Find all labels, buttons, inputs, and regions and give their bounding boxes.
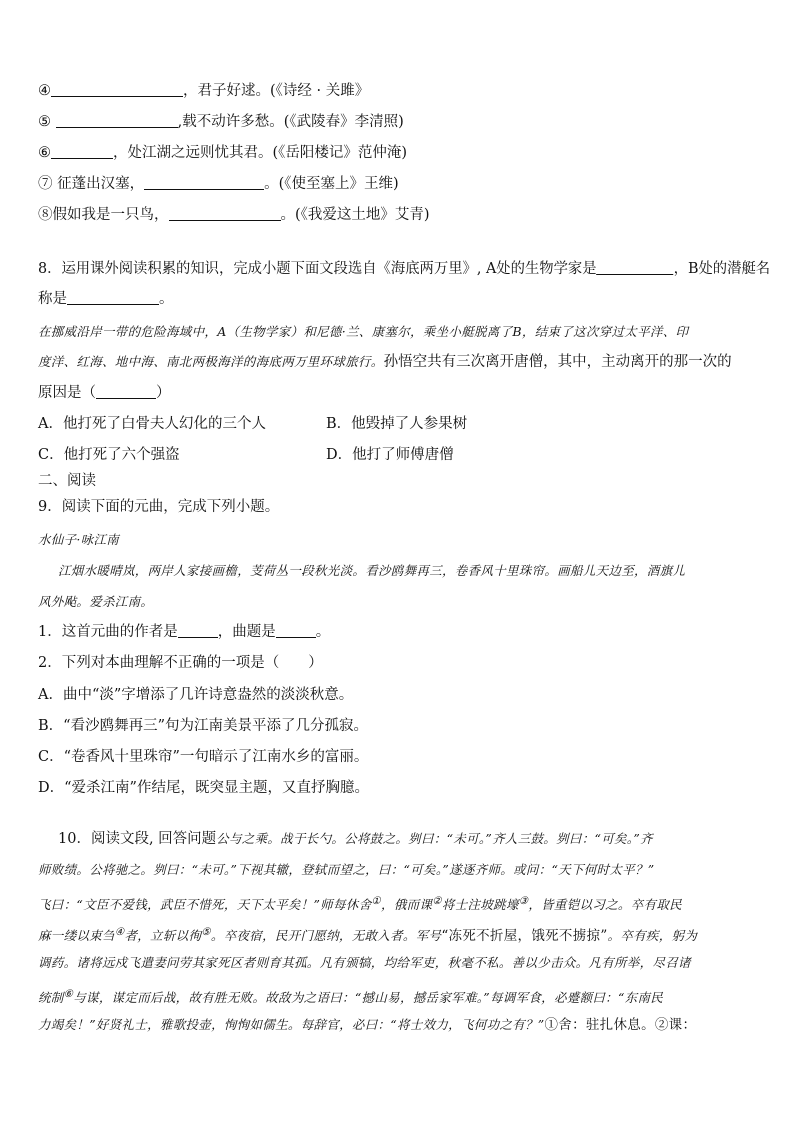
answer-blank-author[interactable] — [178, 623, 218, 638]
q10-line-6 — [38, 984, 663, 1008]
q9-poem-line-2: 风外飐。爱杀江南。 — [38, 594, 154, 609]
note-marker: ③ — [518, 895, 529, 907]
q8-stem-text: ，B处的潜艇名 — [673, 261, 771, 277]
q10-line-2: 师败绩。公将驰之。刿曰：“未可。”下视其辙，登轼而望之，曰：“可矣。”遂逐齐师。或问：“天下何时太平？” — [38, 862, 655, 877]
q10-passage-text: 与谋，谋定而后战，故有胜无败。故敌为之语曰：“撼山易，撼岳家军难。”每调军食，必蹙额曰：“东南民 — [73, 990, 664, 1006]
q10-passage-text: 力竭矣！”好贤礼士，雅歌投壶，恂恂如儒生。每辞官，必曰：“将士效力，飞何功之有？” — [38, 1017, 545, 1032]
answer-blank-b[interactable] — [67, 290, 159, 305]
q8-stem-text: 。 — [159, 291, 174, 307]
q10-passage-text: 。卒夜宿，民开门愿纳，无敢入者。军号 — [210, 928, 442, 944]
line-text: ,载不动许多愁。(《武陵春》李清照) — [177, 114, 404, 130]
q8-stem — [38, 259, 770, 279]
q9-poem-line-1: 江烟水暖晴岚，两岸人家接画檐，芰荷丛一段秋光淡。看沙鸥舞再三，卷香风十里珠帘。画船儿天边至，酒旗儿 — [58, 563, 686, 578]
q9-sub-2: 2．下列对本曲理解不正确的一项是（ ） — [38, 655, 323, 671]
q8-stem-text: 称是 — [38, 291, 67, 307]
q8-option-a[interactable]: A．他打死了白骨夫人幻化的三个人 — [38, 416, 266, 432]
q9-option-a[interactable]: A．曲中“淡”字增添了几许诗意盎然的淡淡秋意。 — [38, 687, 354, 703]
q8-stem-2 — [38, 289, 174, 309]
q10-line-4 — [38, 922, 697, 946]
line-text: ，君子好逑。(《诗经 · 关雎》 — [183, 83, 370, 99]
q10-passage-text: 公与之乘。战于长勺。公将鼓之。刿曰：“未可。”齐人三鼓。刿曰：“可矣。”齐 — [216, 831, 653, 846]
line-number: ⑥ — [38, 145, 51, 161]
q10-passage-text: 麻一缕以束刍 — [38, 928, 115, 944]
q9-sub-text: ，曲题是 — [217, 624, 276, 640]
q10-passage-text: 。卒有疾，躬为 — [607, 928, 698, 944]
q8-passage-2 — [38, 352, 732, 372]
q10-passage-text: 飞曰：“文臣不爱钱，武臣不惜死，天下太平矣！”师每休舍 — [38, 897, 372, 913]
line-number: ⑤ — [38, 114, 51, 130]
q9-poem-title: 水仙子·咏江南 — [38, 532, 120, 547]
q7-line-4 — [38, 81, 369, 101]
line-text: ⑦ 征蓬出汉塞， — [38, 176, 145, 192]
q8-question-text: 原因是（ — [38, 385, 96, 401]
answer-blank[interactable] — [144, 175, 264, 190]
note-marker: ② — [432, 895, 442, 907]
line-text: 。(《使至塞上》王维) — [264, 176, 399, 192]
q10-line-3 — [38, 891, 682, 915]
q8-option-c[interactable]: C．他打死了六个强盗 — [38, 447, 180, 463]
note-marker: ⑥ — [63, 988, 74, 1000]
answer-blank[interactable] — [51, 82, 183, 97]
answer-blank[interactable] — [56, 113, 178, 128]
q8-stem-text: 8．运用课外阅读积累的知识，完成小题下面文段选自《海底两万里》, A处的生物学家是 — [38, 261, 597, 277]
q7-line-6 — [38, 143, 407, 163]
q8-question — [38, 383, 171, 403]
q10-passage-text: “冻死不折屋，饿死不掳掠” — [441, 928, 608, 945]
q10-notes: ①舍：驻扎休息。②课： — [544, 1017, 697, 1033]
q9-sub-text: 。 — [315, 624, 331, 640]
q10-passage-text: ，皆重铠以习之。卒有取民 — [528, 897, 682, 913]
q10-line-7 — [38, 1015, 696, 1035]
line-text: ⑧假如我是一只鸟， — [38, 207, 169, 223]
note-marker: ⑤ — [201, 926, 211, 938]
q7-line-5 — [38, 112, 404, 132]
q9-option-d[interactable]: D．“爱杀江南”作结尾，既突显主题，又直抒胸臆。 — [38, 780, 369, 796]
q10-stem-text: 10．阅读文段, 回答问题 — [58, 831, 217, 847]
note-marker: ④ — [114, 926, 125, 938]
answer-blank[interactable] — [169, 206, 281, 221]
q10-passage-text: 统制 — [38, 990, 64, 1006]
line-number: ④ — [38, 83, 51, 99]
answer-blank-a[interactable] — [597, 260, 674, 275]
q8-question-text: 孙悟空共有三次离开唐僧，其中，主动离开的那一次的 — [383, 354, 732, 370]
q10-passage-text: 者，立斩以徇 — [124, 928, 202, 944]
note-marker: ① — [371, 895, 382, 907]
q7-line-8 — [38, 205, 430, 225]
q10-line-5: 调药。诸将远戍飞遣妻问劳其家死区者则育其孤。凡有颁犒，均给军吏，秋毫不私。善以少击众。凡有所举，尽召诸 — [38, 955, 691, 970]
answer-blank[interactable] — [51, 144, 113, 159]
q8-option-b[interactable]: B．他毁掉了人参果树 — [326, 416, 468, 432]
section-heading: 二、阅读 — [38, 473, 96, 489]
q10-passage-text: ，俄而课 — [381, 897, 433, 913]
q9-option-c[interactable]: C．“卷香风十里珠帘”一句暗示了江南水乡的富丽。 — [38, 749, 369, 765]
answer-blank-title[interactable] — [276, 623, 316, 638]
q9-option-b[interactable]: B．“看沙鸥舞再三”句为江南美景平添了几分孤寂。 — [38, 718, 368, 734]
q9-intro: 9．阅读下面的元曲，完成下列小题。 — [38, 499, 280, 515]
q8-passage-1: 在挪威沿岸一带的危险海域中，A（生物学家）和尼德·兰、康塞尔，乘坐小艇脱离了B，结束了这次穿过太平洋、印 — [38, 324, 689, 339]
q9-sub-text: 1．这首元曲的作者是 — [38, 624, 178, 640]
q7-line-7 — [38, 174, 399, 194]
answer-blank[interactable] — [96, 384, 156, 399]
q8-option-d[interactable]: D．他打了师傅唐僧 — [326, 447, 454, 463]
q10-line-1 — [58, 829, 653, 849]
line-text: 。(《我爱这土地》艾青) — [280, 207, 430, 223]
line-text: ，处江湖之远则忧其君。(《岳阳楼记》范仲淹) — [113, 145, 408, 161]
q9-sub-1 — [38, 622, 330, 642]
q10-passage-text: 将士注坡跳壕 — [441, 897, 519, 913]
q8-question-text: ） — [156, 385, 171, 401]
q8-passage-text: 度洋、红海、地中海、南北两极海洋的海底两万里环球旅行。 — [38, 354, 384, 369]
